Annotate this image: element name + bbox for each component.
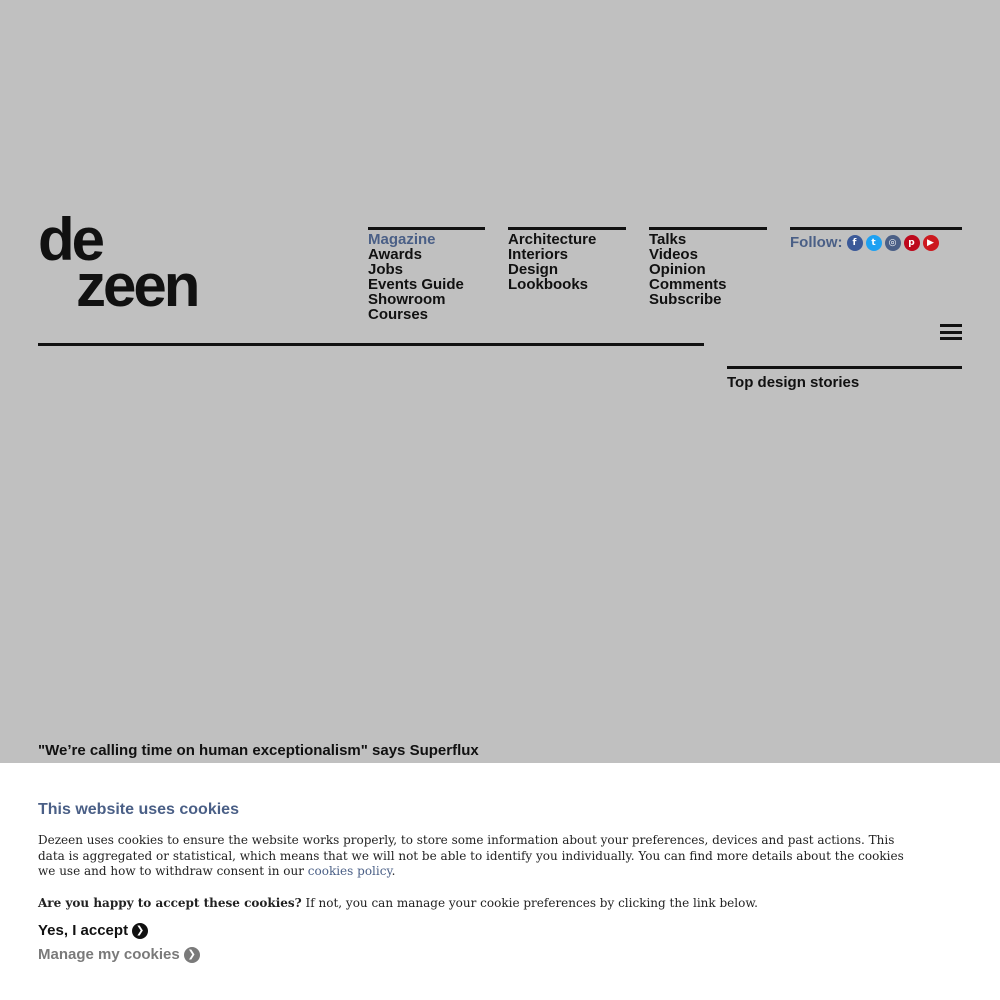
pinterest-icon[interactable]: p [904, 235, 920, 251]
nav-architecture[interactable]: Architecture [508, 231, 597, 248]
top-design-stories-heading: Top design stories [727, 374, 860, 391]
chevron-right-icon: ❯ [132, 923, 148, 939]
cookie-question [38, 896, 938, 910]
twitter-icon[interactable]: t [866, 235, 882, 251]
sidebar-divider [727, 366, 962, 369]
nav-jobs[interactable]: Jobs [368, 261, 404, 278]
follow-label: Follow: [790, 234, 843, 251]
facebook-icon[interactable]: f [847, 235, 863, 251]
logo-line-1: de [38, 206, 103, 273]
cookie-body-text: Dezeen uses cookies to ensure the website works properly, to store some information about your preferences, devices and past actions. This data is aggregated or statistical, which means that we will not be able to identify you individually. You can find more details about the cookies we use and how to withdraw consent in our [38, 833, 904, 878]
nav-opinion[interactable]: Opinion [649, 261, 706, 278]
follow-bar [790, 227, 962, 251]
nav-comments[interactable]: Comments [649, 276, 727, 293]
nav-showroom[interactable]: Showroom [368, 291, 446, 308]
nav-lookbooks[interactable]: Lookbooks [508, 276, 589, 293]
nav-column-1 [368, 227, 485, 322]
nav-talks[interactable]: Talks [649, 231, 687, 248]
accept-label: Yes, I accept [38, 922, 129, 939]
nav-column-2 [508, 227, 626, 292]
main-divider [38, 343, 704, 346]
dezeen-logo[interactable] [38, 206, 220, 322]
menu-icon[interactable] [940, 324, 962, 340]
nav-videos[interactable]: Videos [649, 246, 698, 263]
nav-column-3 [649, 227, 767, 307]
article-headline[interactable]: "We’re calling time on human exceptionalism" says Superflux [38, 742, 479, 759]
accept-cookies-button[interactable] [38, 922, 148, 939]
chevron-right-icon: ❯ [184, 947, 200, 963]
nav-magazine[interactable]: Magazine [368, 231, 436, 248]
cookies-policy-link[interactable]: cookies policy [307, 864, 392, 878]
cookie-banner [0, 763, 1000, 1000]
nav-events-guide[interactable]: Events Guide [368, 276, 464, 293]
cookie-body-end: . [391, 864, 396, 878]
youtube-icon[interactable]: ▶ [923, 235, 939, 251]
nav-design[interactable]: Design [508, 261, 559, 278]
nav-interiors[interactable]: Interiors [508, 246, 569, 263]
nav-awards[interactable]: Awards [368, 246, 422, 263]
instagram-icon[interactable]: ◎ [885, 235, 901, 251]
manage-cookies-button[interactable] [38, 946, 200, 963]
social-icons [847, 235, 942, 251]
cookie-question-bold: Are you happy to accept these cookies? [38, 896, 302, 910]
nav-subscribe[interactable]: Subscribe [649, 291, 722, 308]
cookie-question-rest: If not, you can manage your cookie preferences by clicking the link below. [301, 896, 758, 910]
manage-label: Manage my cookies [38, 946, 180, 963]
cookie-title: This website uses cookies [38, 801, 239, 818]
cookie-body [38, 833, 918, 880]
logo-line-2: zeen [76, 252, 198, 319]
nav-courses[interactable]: Courses [368, 306, 429, 323]
